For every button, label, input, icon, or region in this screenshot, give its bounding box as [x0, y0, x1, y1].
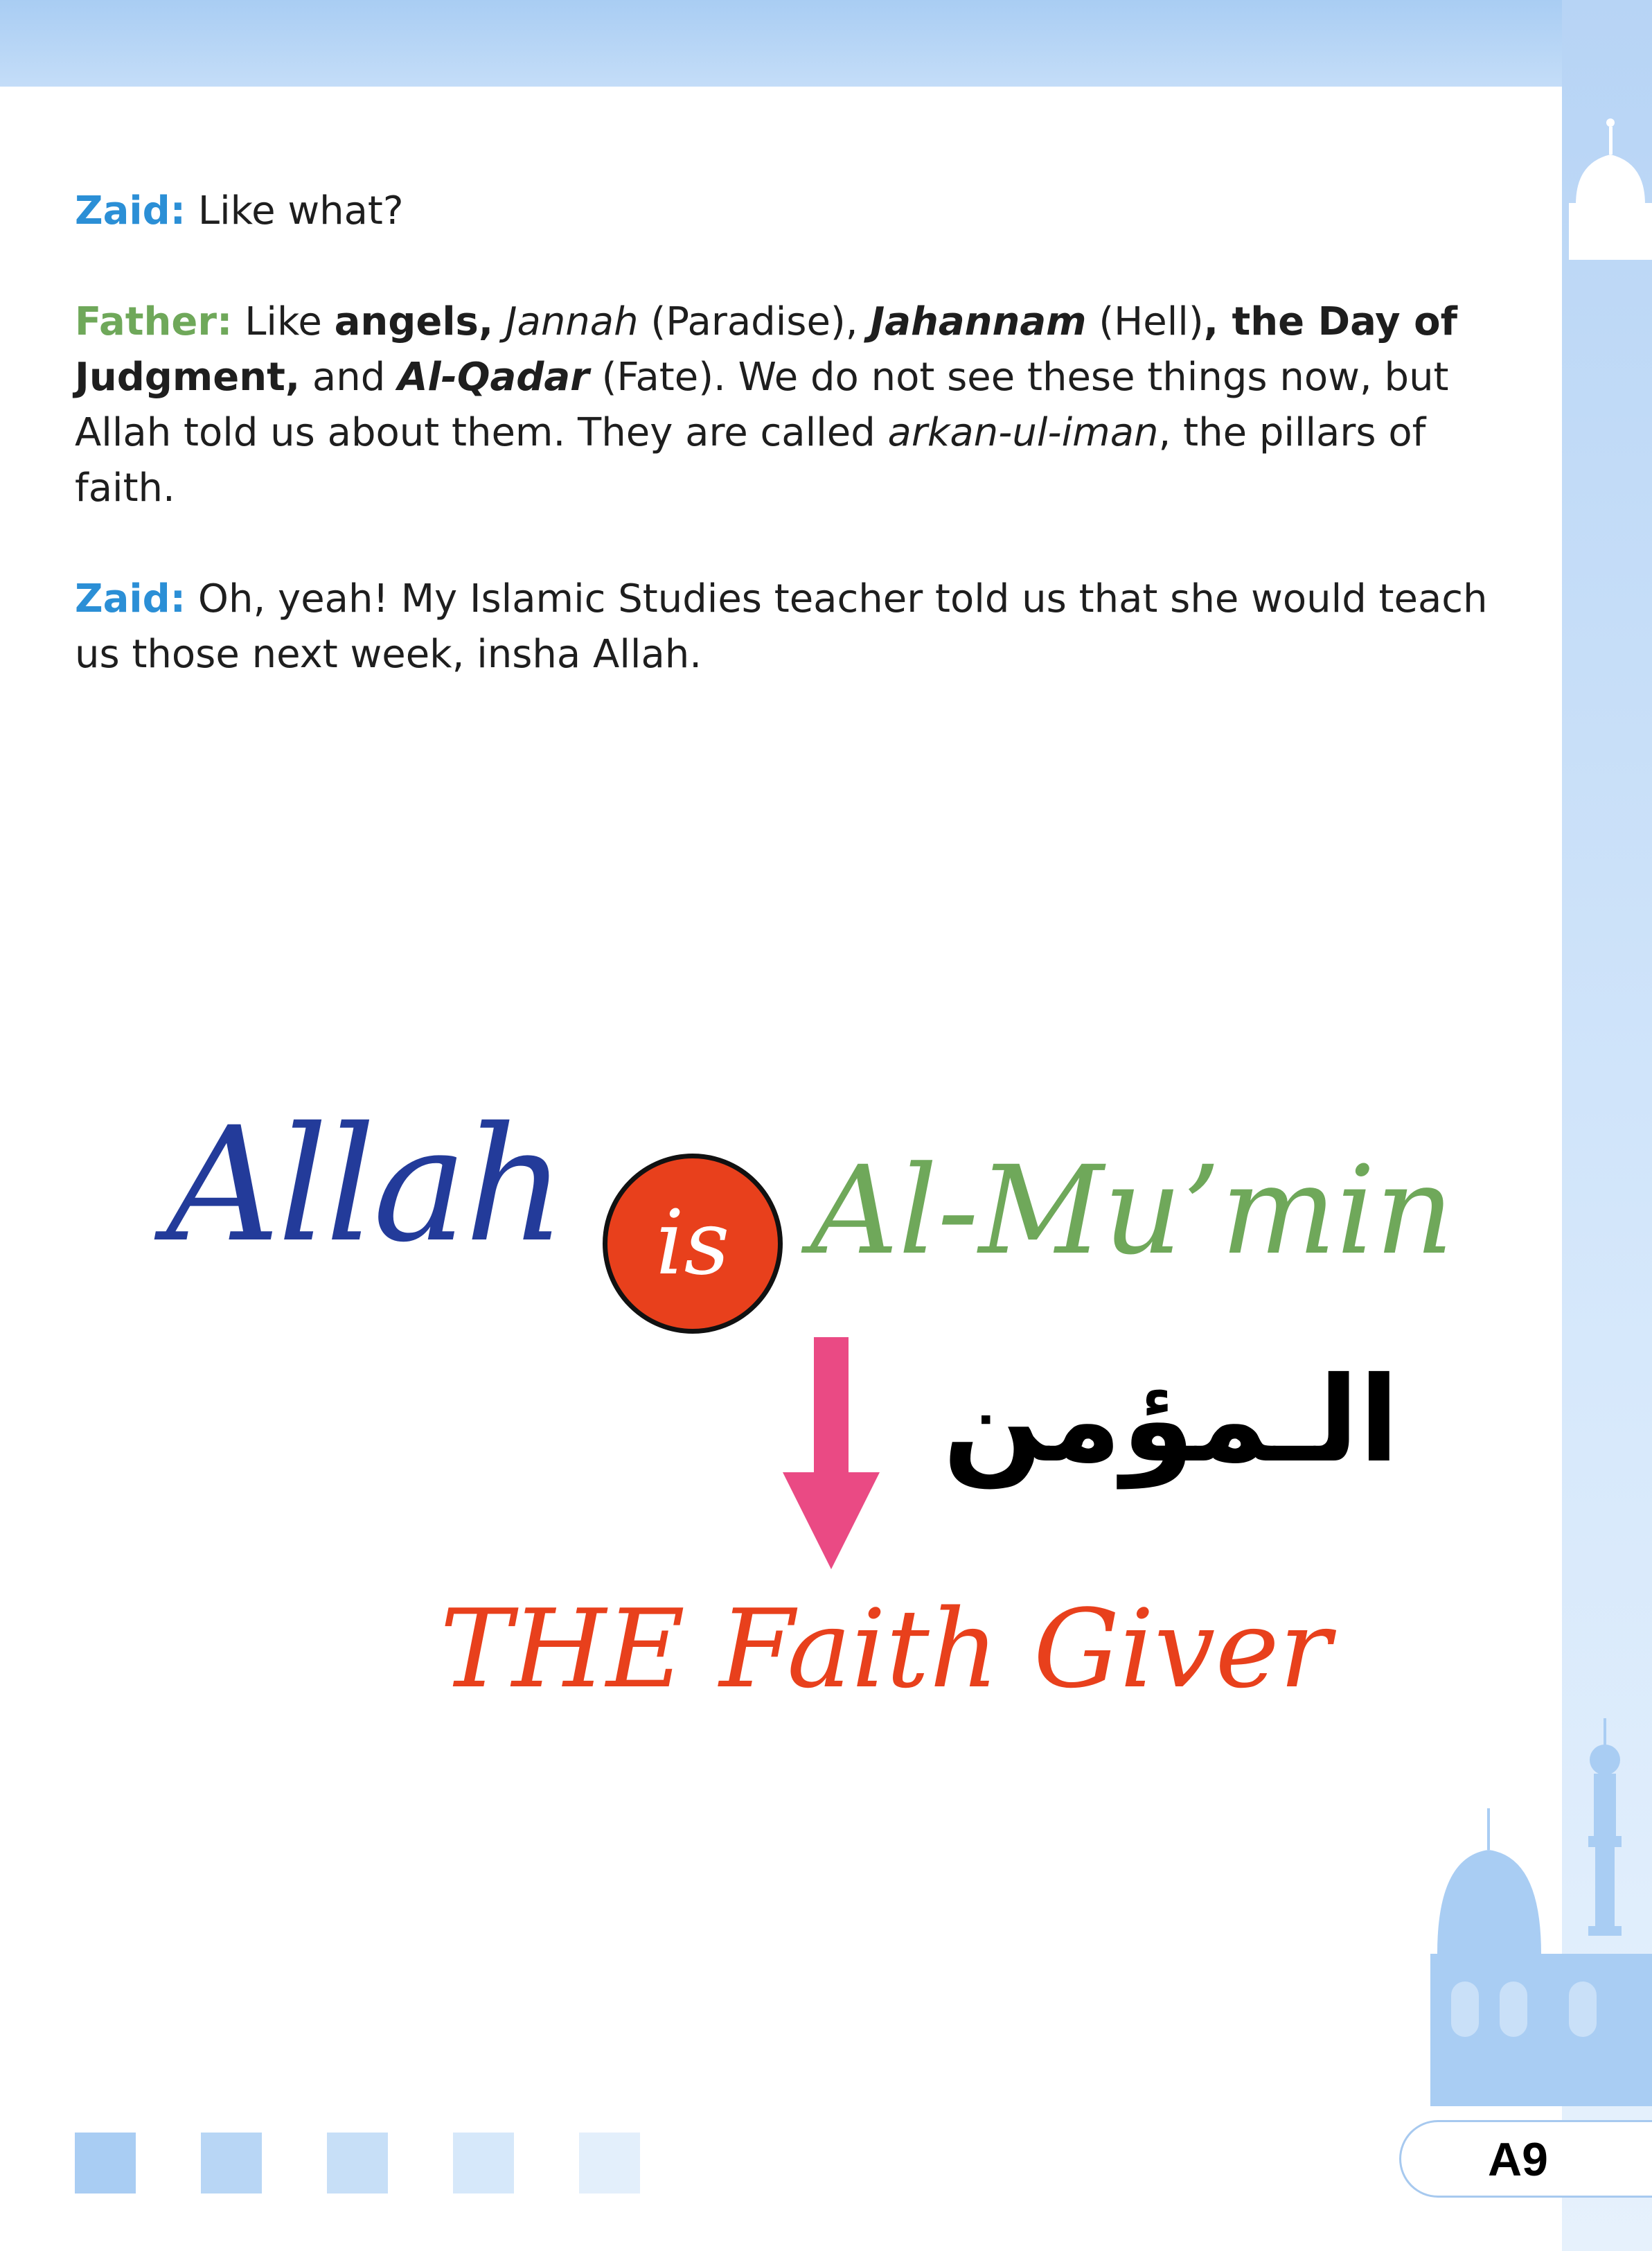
dialog-text: Oh, yeah! My Islamic Studies teacher told us that she would teach us those next week, insha Allah. [75, 576, 1488, 677]
dialog-text: Like what? [186, 188, 404, 233]
speaker-label: Zaid: [75, 188, 186, 233]
footer-square [453, 2133, 514, 2193]
term-al-qadar: Al-Qadar [398, 355, 589, 400]
dialog-text: , the pillars of faith. [75, 410, 1426, 511]
dialog-line-3 [75, 572, 1488, 682]
is-label: is [655, 1192, 730, 1295]
footer-square [201, 2133, 262, 2193]
meaning-text: THE Faith Giver [440, 1586, 1331, 1712]
dialog-text: Like [232, 299, 335, 344]
dialog-line-1 [75, 184, 1488, 239]
name-of-allah-heading [166, 1081, 1455, 1330]
term-arkan-ul-iman: arkan-ul-iman [887, 410, 1159, 455]
is-badge [603, 1154, 783, 1334]
arabic-name: الـمؤمن [943, 1352, 1399, 1489]
heading-allah: Allah [166, 1093, 564, 1277]
dialog-text: (Hell) [1086, 299, 1204, 344]
footer-square [579, 2133, 640, 2193]
term-jahannam: Jahannam [870, 299, 1087, 344]
heading-al-mumin: Al-Mu’min [810, 1140, 1454, 1282]
footer-square [327, 2133, 388, 2193]
top-band [0, 0, 1652, 87]
footer-square [75, 2133, 136, 2193]
term-day-of-judgment: , the Day of Judgment, [75, 299, 1457, 400]
dialog-text: and [300, 355, 398, 400]
dialog-text: (Fate). We do not see these things now, but Allah told us about them. They are called [75, 355, 1449, 455]
dialog-text: (Paradise), [638, 299, 871, 344]
term-angels: angels, [334, 299, 494, 344]
speaker-label: Zaid: [75, 576, 186, 621]
dialog-line-2 [75, 294, 1488, 516]
footer-squares [75, 2133, 698, 2193]
arrow-down-icon [783, 1337, 880, 1569]
page-number: A9 [1488, 2133, 1548, 2186]
mosque-silhouette-icon [1430, 1718, 1652, 2106]
speaker-label: Father: [75, 299, 233, 344]
dialog-text [493, 299, 506, 344]
term-jannah: Jannah [505, 299, 639, 344]
mosque-dome-icon [1562, 114, 1652, 260]
